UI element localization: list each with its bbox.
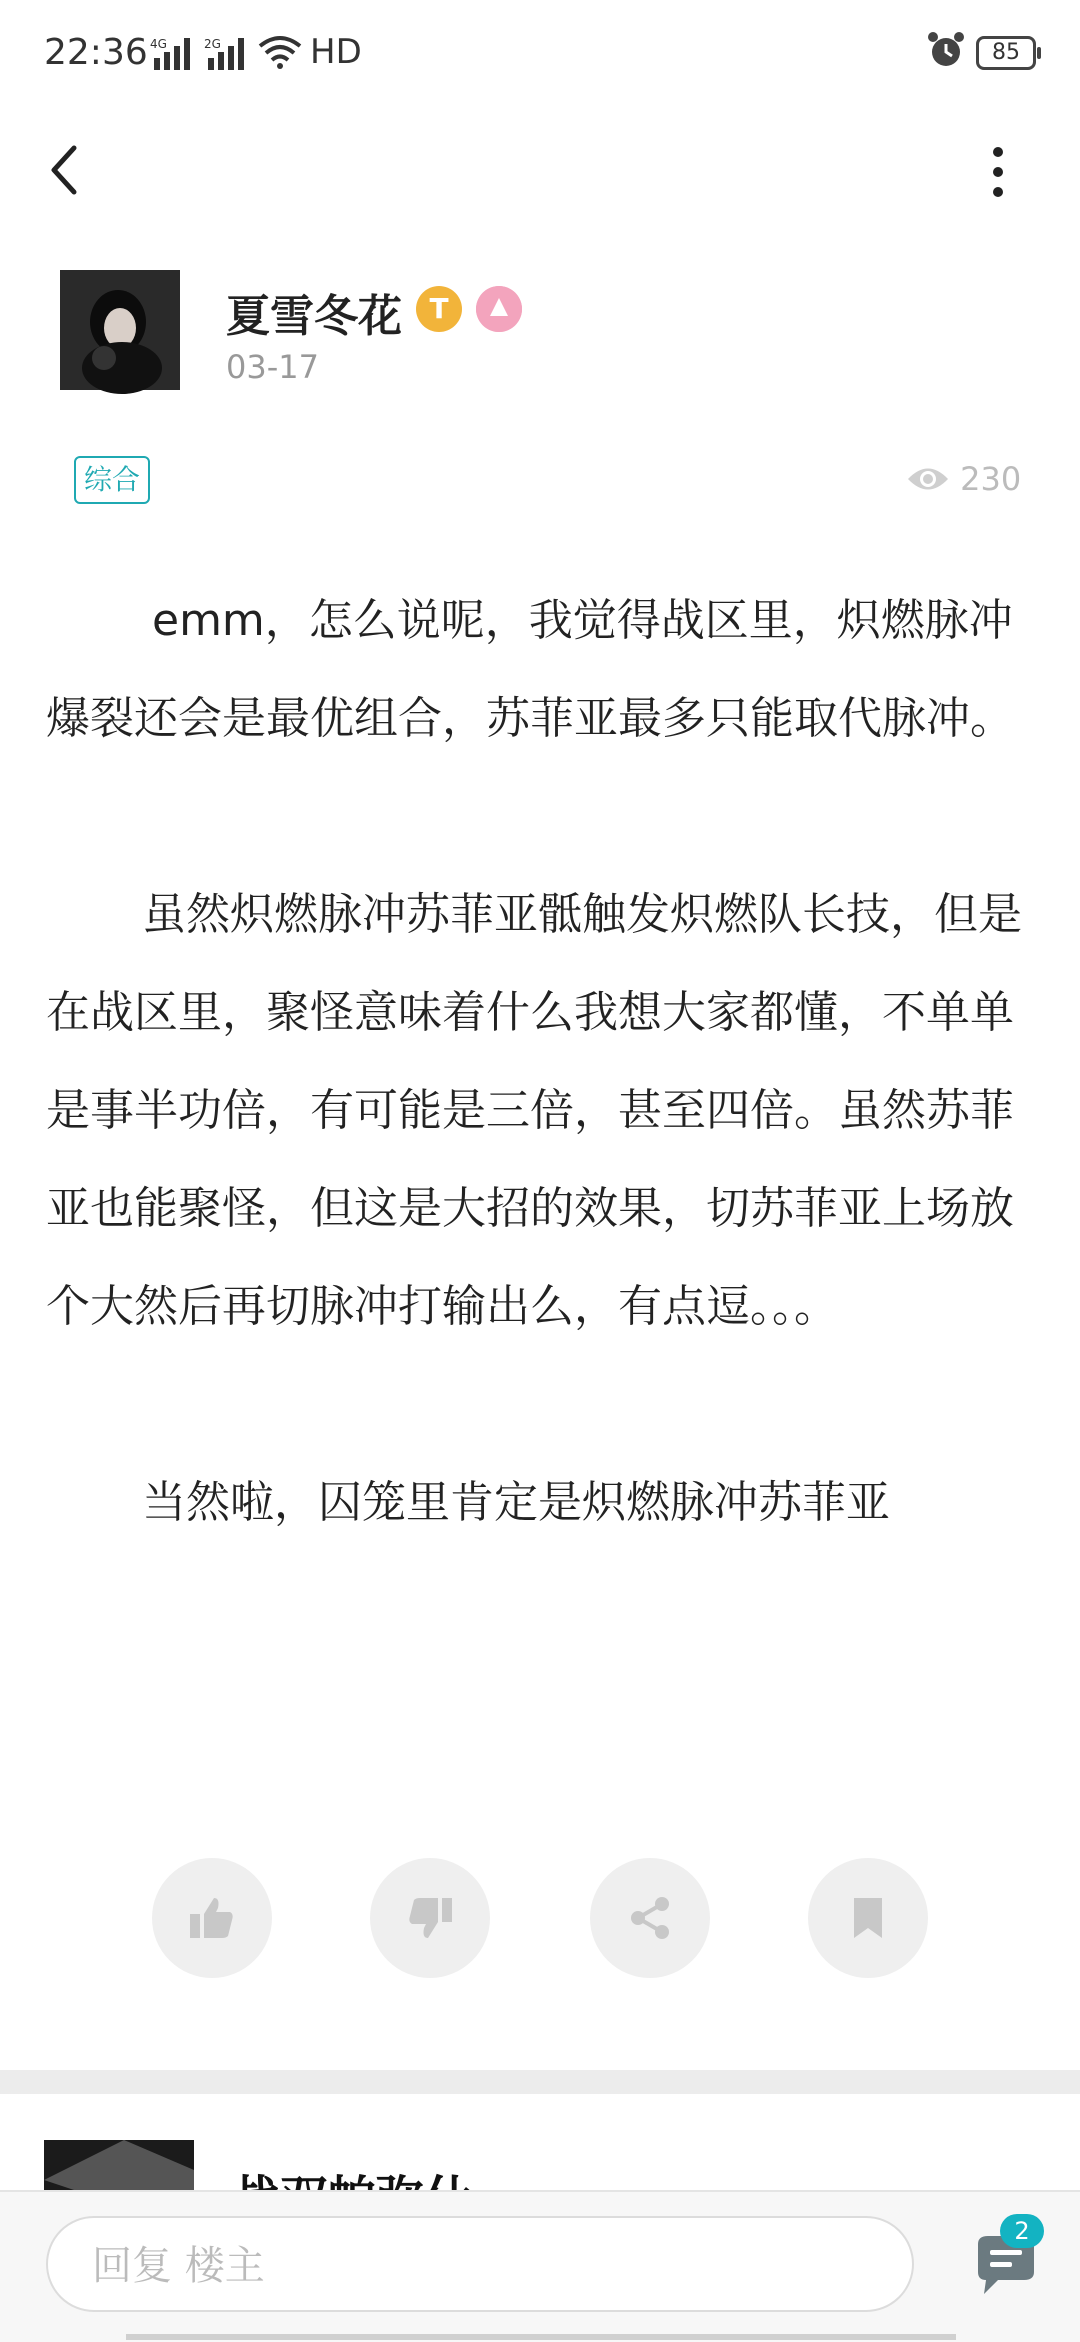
share-icon [626, 1894, 674, 1942]
medal-badge-icon [476, 286, 522, 332]
bookmark-button[interactable] [808, 1858, 928, 1978]
wifi-icon [258, 34, 302, 70]
hd-indicator: HD [310, 32, 362, 72]
back-icon[interactable] [44, 140, 84, 200]
level-badge: T [416, 286, 462, 332]
like-button[interactable] [152, 1858, 272, 1978]
avatar[interactable] [60, 270, 180, 390]
thumbs-up-icon [188, 1894, 236, 1942]
author-header [0, 270, 1080, 400]
category-tag[interactable]: 综合 [74, 456, 150, 504]
top-bar [0, 110, 1080, 230]
post-actions [0, 1858, 1080, 1982]
next-post-preview[interactable] [0, 2094, 1080, 2194]
bookmark-icon [844, 1894, 892, 1942]
share-button[interactable] [590, 1858, 710, 1978]
status-time: 22:36 [44, 32, 148, 73]
status-bar [0, 0, 1080, 110]
reply-input[interactable]: 回复 楼主 [46, 2216, 914, 2312]
signal-2g-icon [204, 36, 250, 72]
signal-4g-icon [150, 36, 196, 72]
alarm-icon [926, 30, 966, 70]
thumbs-down-icon [406, 1894, 454, 1942]
eye-icon [906, 464, 950, 494]
view-count [906, 458, 1021, 498]
battery-indicator: 85 [976, 36, 1036, 70]
svg-text:4G: 4G [150, 37, 167, 51]
paragraph: 当然啦，囚笼里肯定是炽燃脉冲苏菲亚 [142, 1477, 890, 1528]
dislike-button[interactable] [370, 1858, 490, 1978]
author-name[interactable]: 夏雪冬花 [226, 291, 402, 342]
post-content [46, 572, 1036, 1552]
post-date: 03-17 [226, 348, 319, 386]
reply-bar [0, 2190, 1080, 2342]
svg-text:2G: 2G [204, 37, 221, 51]
home-indicator [126, 2334, 956, 2340]
comment-count-badge: 2 [1000, 2214, 1044, 2248]
view-count-value: 230 [960, 460, 1022, 498]
avatar-image [60, 270, 180, 390]
paragraph: emm，怎么说呢，我觉得战区里，炽燃脉冲爆裂还会是最优组合，苏菲亚最多只能取代脉冲。 [46, 595, 1014, 744]
paragraph: 虽然炽燃脉冲苏菲亚骶触发炽燃队长技，但是在战区里，聚怪意味着什么我想大家都懂，不单单是事半功倍，有可能是三倍，甚至四倍。虽然苏菲亚也能聚怪，但这是大招的效果，切苏菲亚上场放个大然后再切脉冲打输出么，有点逗。。。 [46, 889, 1022, 1332]
section-divider [0, 2070, 1080, 2094]
more-options-icon[interactable] [982, 142, 1022, 202]
